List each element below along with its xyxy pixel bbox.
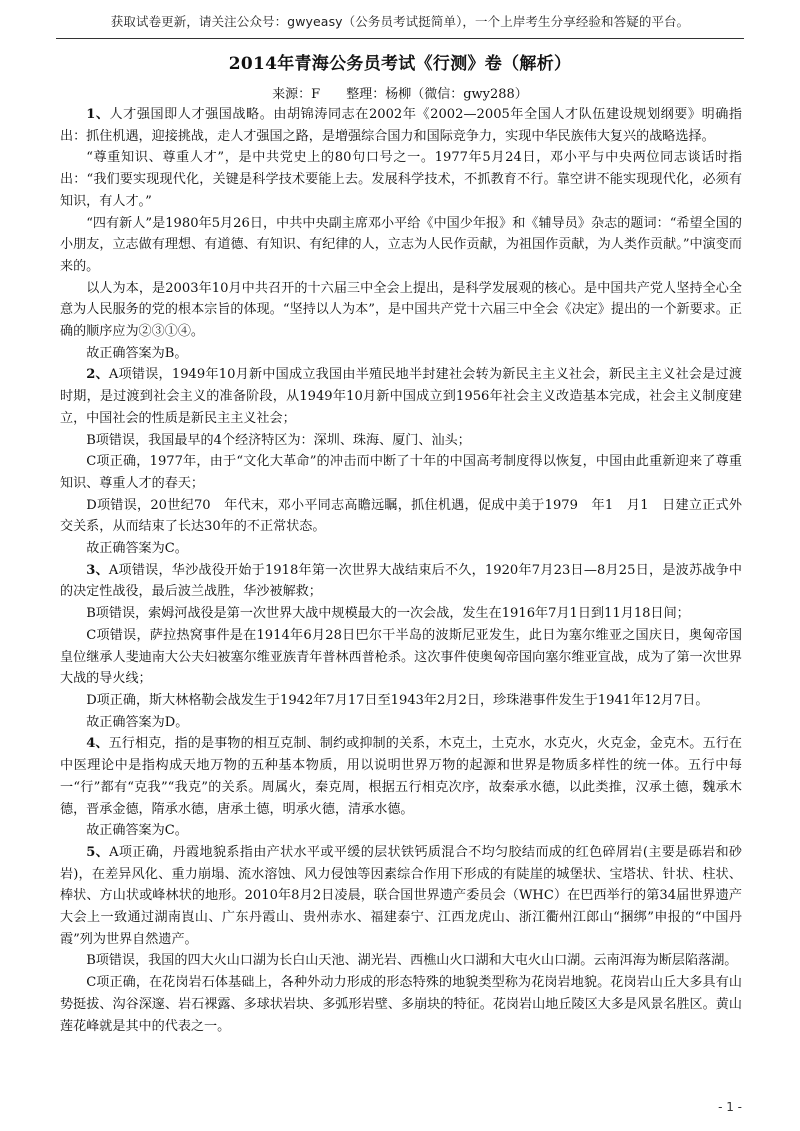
paragraph [60, 690, 742, 712]
paragraph-text: C项错误，萨拉热窝事件是在1914年6月28日巴尔干半岛的波斯尼亚发生，此日为塞尔维亚之国庆日，奥匈帝国皇位继承人斐迪南大公夫妇被塞尔维亚族青年普林西普枪杀。这次事件使奥匈帝国向塞尔维亚宣战，成为了第一次世界大战的导火线； [60, 627, 742, 687]
question-number: 2、 [86, 367, 109, 383]
answer-line [60, 343, 742, 365]
paragraph-text: A项错误，华沙战役开始于1918年第一次世界大战结束后不久，1920年7月23日—8月25日，是波苏战争中的决定性战役，最后波兰战胜，华沙被解救； [60, 562, 742, 600]
document-body [60, 104, 742, 1037]
paragraph-text: B项错误，我国最早的4个经济特区为：深圳、珠海、厦门、汕头； [86, 432, 471, 448]
paragraph [60, 842, 742, 951]
top-banner: 获取试卷更新，请关注公众号：gwyeasy（公务员考试挺简单），一个上岸考生分享经验和答疑的平台。 [110, 14, 690, 29]
paragraph-text: 人才强国即人才强国战略。由胡锦涛同志在2002年《2002—2005年全国人才队伍建设规划纲要》明确指出：抓住机遇，迎接挑战，走人才强国之路，是增强综合国力和国际竞争力，实现中华民族伟大复兴的战略选择。 [60, 107, 742, 144]
answer-line [60, 820, 742, 842]
paragraph [60, 950, 742, 972]
document-title: 2014年青海公务员考试《行测》卷（解析） [228, 54, 572, 74]
paragraph-text: A项正确，丹霞地貌系指由产状水平或平缓的层状铁钙质混合不均匀胶结而成的红色碎屑岩(主要是砾岩和砂岩)，在差异风化、重力崩塌、流水溶蚀、风力侵蚀等因素综合作用下形成的有陡崖的城堡状、宝塔状、针状、柱状、棒状、方山状或峰林状的地形。2010年8月2日凌晨，联合国世界遗产委员会（WHC）在巴西举行的第34届世界遗产大会上一致通过湖南崀山、广东丹霞山、贵州赤水、福建泰宁、江西龙虎山、浙江衢州江郎山“捆绑”申报的“中国丹霞”列为世界自然遗产。 [60, 844, 742, 947]
paragraph [60, 104, 742, 147]
question-number: 1、 [86, 107, 110, 122]
paragraph [60, 451, 742, 494]
paragraph-text: A项错误，1949年10月新中国成立我国由半殖民地半封建社会转为新民主主义社会，新民主主义社会是过渡时期，是过渡到社会主义的准备阶段，从1949年10月新中国成立到1956年社会主义改造基本完成，社会主义制度建立，中国社会的性质是新民主主义社会； [60, 367, 742, 426]
answer-line [60, 538, 742, 560]
paragraph [60, 495, 742, 538]
paragraph [60, 213, 742, 278]
paragraph-text: C项正确，1977年，由于“文化大革命”的冲击而中断了十年的中国高考制度得以恢复，中国由此重新迎来了尊重知识、尊重人才的春天； [60, 454, 742, 491]
paragraph [60, 278, 742, 343]
paragraph-text: B项错误，索姆河战役是第一次世界大战中规模最大的一次会战，发生在1916年7月1日到11月18日间； [86, 606, 690, 622]
question-number: 3、 [86, 562, 109, 578]
paragraph [60, 603, 742, 625]
question-number: 4、 [86, 736, 109, 752]
paragraph [60, 430, 742, 452]
paragraph-text: “四有新人”是1980年5月26日，中共中央副主席邓小平给《中国少年报》和《辅导员》杂志的题词：“希望全国的小朋友，立志做有理想、有道德、有知识、有纪律的人，立志为人民作贡献，为祖国作贡献，为人类作贡献。”中演变而来的。 [60, 215, 742, 274]
paragraph-text: 五行相克，指的是事物的相互克制、制约或抑制的关系，木克土，土克水，水克火，火克金，金克木。五行在中医理论中是指构成天地万物的五种基本物质，用以说明世界万物的起源和世界是物质多样性的统一体。五行中每一“行”都有“克我”“我克”的关系。周属火，秦克周，根据五行相克次序，故秦承水德，以此类推，汉承土德，魏承木德，晋承金德，隋承水德，唐承土德，明承火德，清承水德。 [60, 736, 742, 817]
paragraph-text: D项正确，斯大林格勒会战发生于1942年7月17日至1943年2月2日，珍珠港事件发生于1941年12月7日。 [86, 692, 709, 708]
header-divider [56, 38, 744, 39]
paragraph-text: D项错误，20世纪70 年代末，邓小平同志高瞻远瞩，抓住机遇，促成中美于1979 年1 月1 日建立正式外交关系，从而结束了长达30年的不正常状态。 [60, 497, 742, 535]
paragraph [60, 364, 742, 429]
paragraph [60, 733, 742, 820]
paragraph [60, 625, 742, 690]
source-line: 来源：F 整理：杨柳（微信：gwy288） [272, 87, 528, 102]
paragraph [60, 560, 742, 603]
paragraph [60, 147, 742, 212]
paragraph-text: 以人为本，是2003年10月中共召开的十六届三中全会上提出，是科学发展观的核心。是中国共产党人坚持全心全意为人民服务的党的根本宗旨的体现。“坚持以人为本”，是中国共产党十六届三中全会《决定》提出的一个新要求。正确的顺序应为②③①④。 [60, 280, 742, 340]
paragraph-text: 故正确答案为C。 [86, 823, 188, 839]
paragraph-text: B项错误，我国的四大火山口湖为长白山天池、湖光岩、西樵山火口湖和大屯火山口湖。云南洱海为断层陷落湖。 [86, 953, 738, 969]
paragraph-text: C项正确，在花岗岩石体基础上，各种外动力形成的形态特殊的地貌类型称为花岗岩地貌。花岗岩山丘大多具有山势挺拔、沟谷深邃、岩石裸露、多球状岩块、多弧形岩壁、多崩块的特征。花岗岩山地丘陵区大多是风景名胜区。黄山莲花峰就是其中的代表之一。 [60, 975, 742, 1034]
paragraph-text: 故正确答案为B。 [86, 345, 188, 361]
page-number: - 1 - [718, 1100, 742, 1114]
paragraph-text: 故正确答案为D。 [86, 714, 189, 730]
paragraph-text: “尊重知识、尊重人才”，是中共党史上的80句口号之一。1977年5月24日，邓小平与中央两位同志谈话时指出：“我们要实现现代化，关键是科学技术要能上去。发展科学技术，不抓教育不行。靠空讲不能实现现代化，必须有知识，有人才。” [60, 150, 742, 209]
paragraph-text: 故正确答案为C。 [86, 541, 188, 557]
question-number: 5、 [86, 844, 110, 860]
paragraph [60, 972, 742, 1037]
answer-line [60, 712, 742, 734]
